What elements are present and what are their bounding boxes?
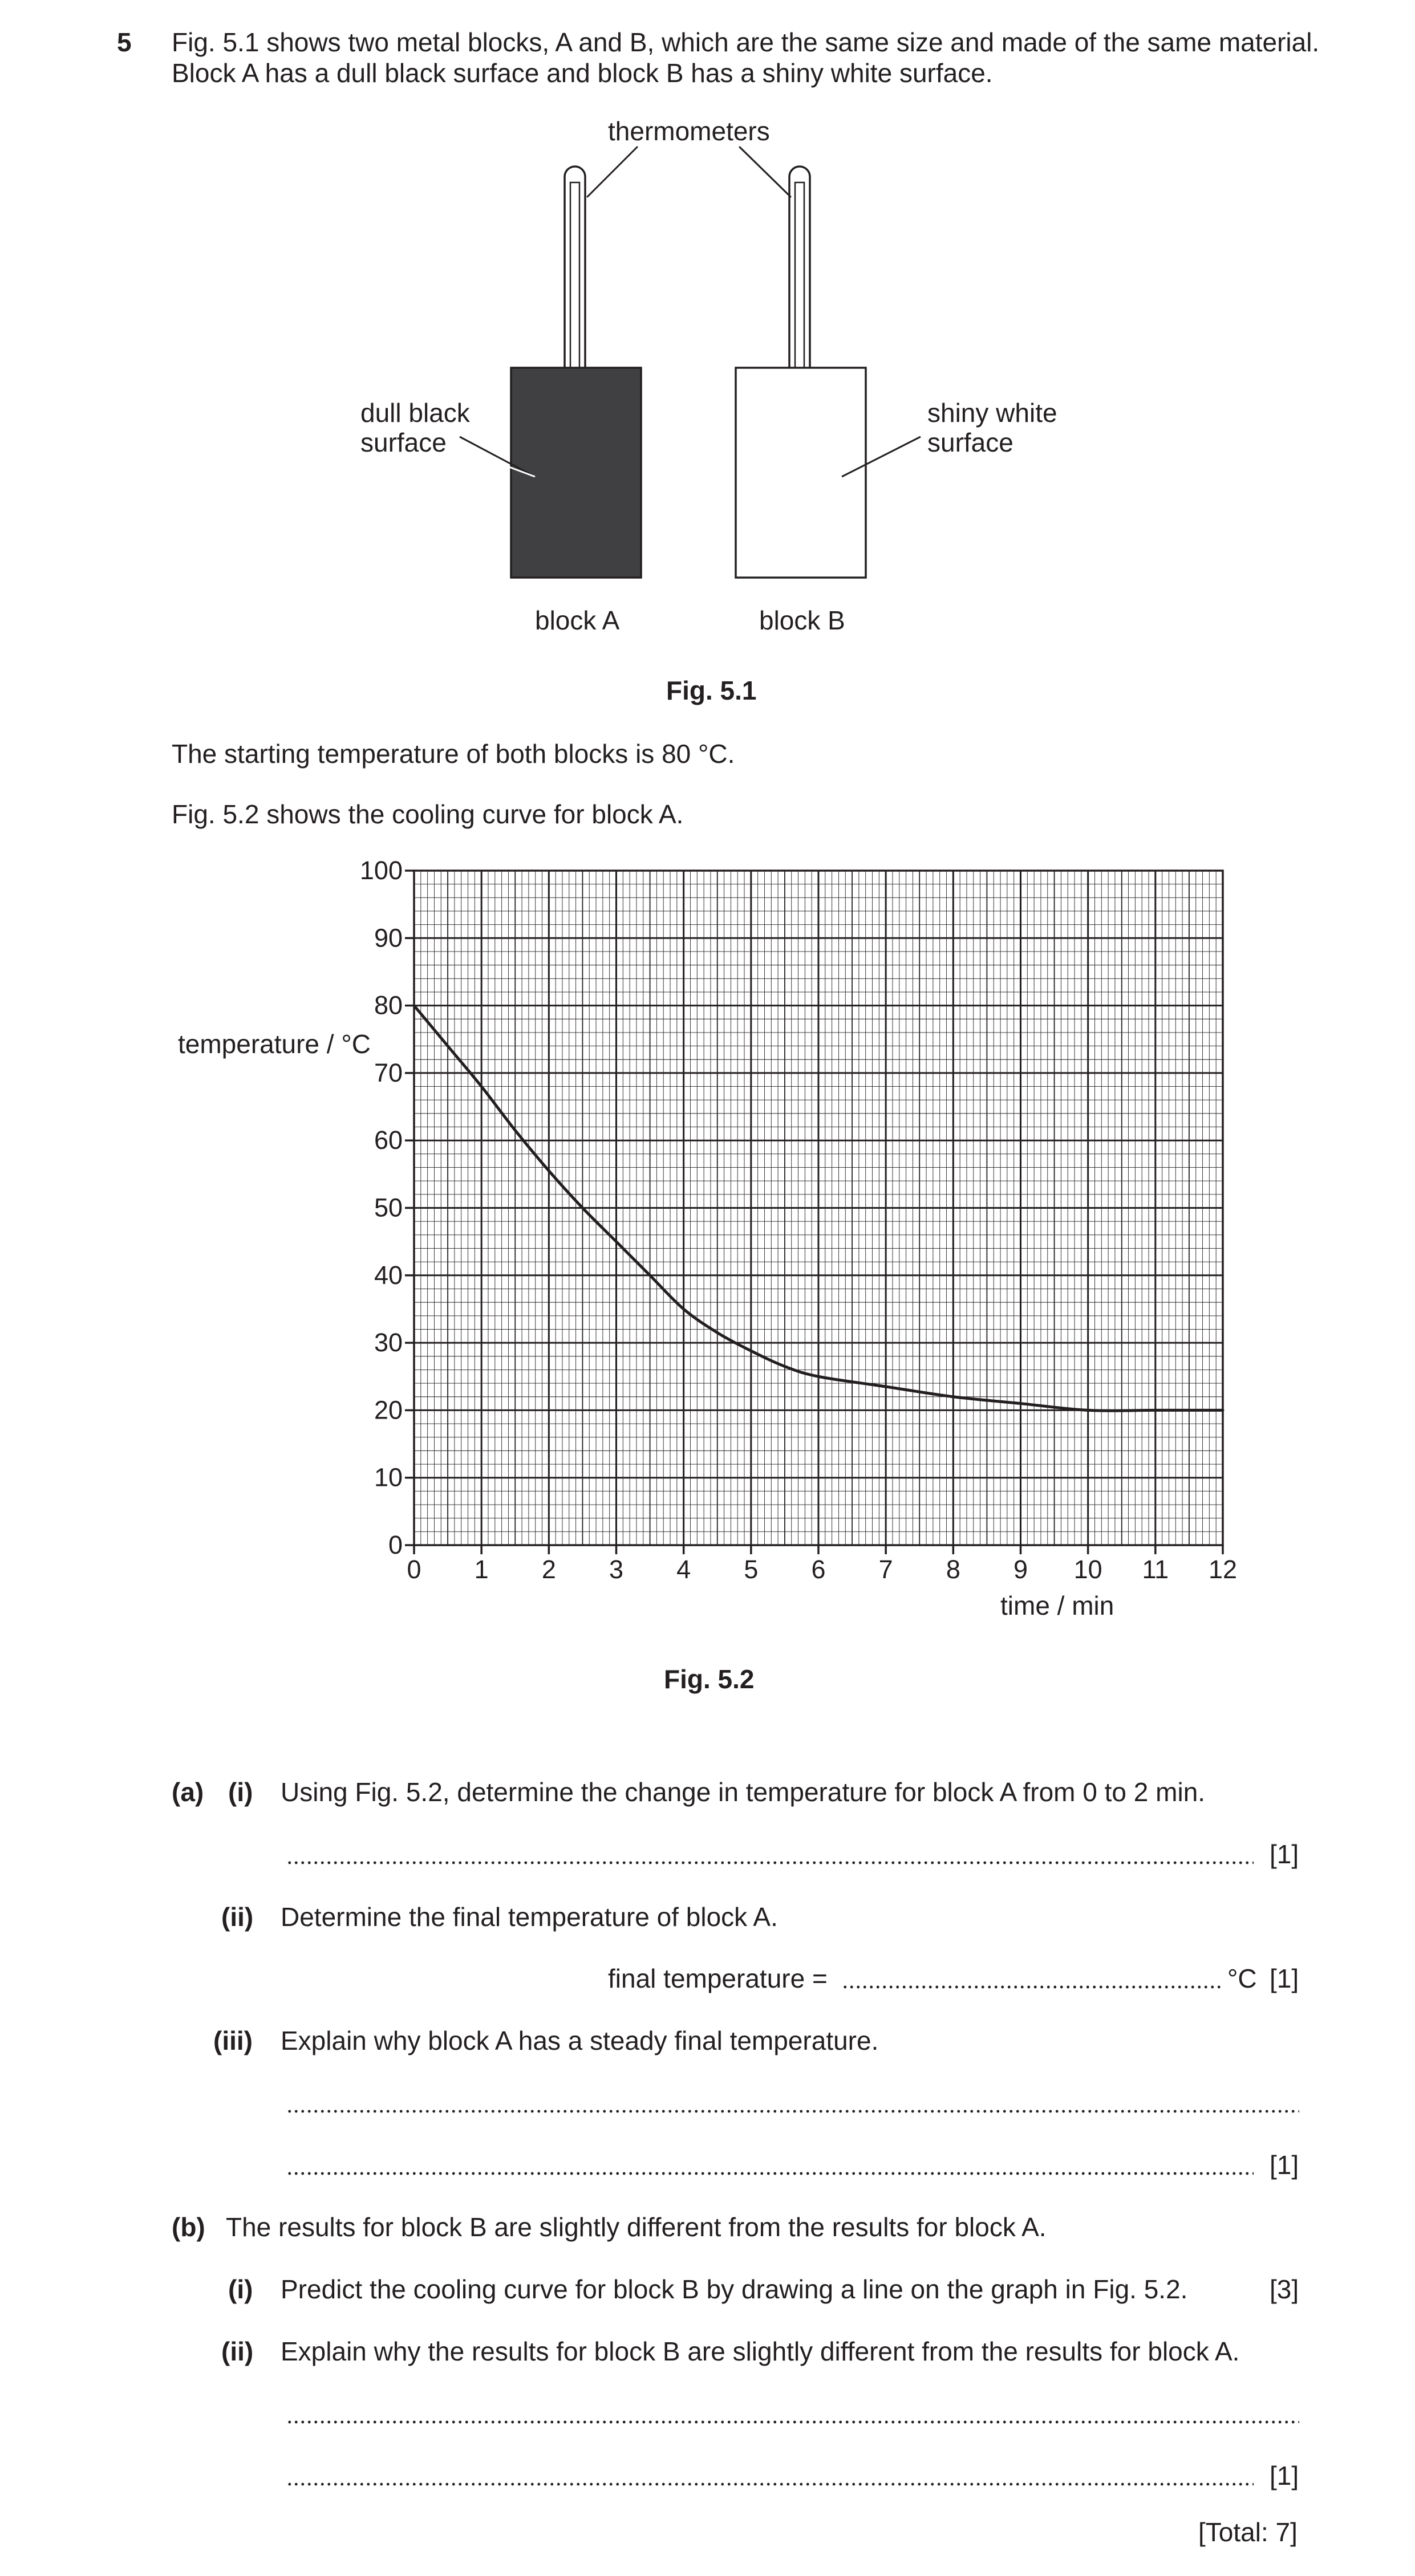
final-temp-prefix: final temperature = (608, 1964, 828, 1993)
y-tick-label: 90 (374, 923, 403, 953)
y-tick-label: 40 (374, 1260, 403, 1290)
part-a-i-text: Using Fig. 5.2, determine the change in temperature for block A from 0 to 2 min. (281, 1777, 1206, 1807)
fig51-caption: Fig. 5.1 (666, 676, 757, 705)
x-tick-label: 9 (1013, 1555, 1028, 1584)
label-thermometers: thermometers (608, 116, 770, 146)
question-number: 5 (117, 27, 132, 57)
answer-line-a-ii[interactable] (842, 1984, 1223, 1990)
answer-line-a-iii-1[interactable] (286, 2108, 1299, 2114)
part-a-i-marks: [1] (1270, 1839, 1299, 1869)
part-a-i-label: (i) (228, 1777, 253, 1807)
final-temp-unit: °C (1227, 1964, 1257, 1993)
part-a-iii-text: Explain why block A has a steady final temperature. (281, 2026, 879, 2055)
y-tick-label: 20 (374, 1395, 403, 1425)
part-b-i-label: (i) (228, 2274, 253, 2304)
part-b-ii-marks: [1] (1270, 2461, 1299, 2490)
y-tick-label: 100 (359, 856, 403, 885)
y-tick-label: 80 (374, 990, 403, 1020)
label-shiny-white-1: shiny white (927, 398, 1057, 428)
y-axis-label: temperature / °C (178, 1029, 371, 1059)
block-a (511, 368, 641, 578)
question-intro-line1: Fig. 5.1 shows two metal blocks, A and B, which are the same size and made of the same material. (172, 27, 1320, 57)
fig52-caption: Fig. 5.2 (664, 1664, 755, 1694)
y-tick-label: 60 (374, 1126, 403, 1155)
part-b-ii-label: (ii) (221, 2337, 254, 2366)
part-b-ii-text: Explain why the results for block B are slightly different from the results for block A. (281, 2337, 1240, 2366)
answer-line-b-ii-2[interactable] (286, 2481, 1254, 2487)
part-a-iii-marks: [1] (1270, 2150, 1299, 2180)
x-tick-label: 10 (1073, 1555, 1102, 1584)
starting-temp-text: The starting temperature of both blocks is 80 °C. (172, 739, 735, 769)
plot-frame (414, 871, 1223, 1545)
label-shiny-white-2: surface (927, 428, 1013, 457)
x-axis-label: time / min (1000, 1591, 1114, 1620)
y-tick-label: 10 (374, 1462, 403, 1492)
part-a-ii-label: (ii) (221, 1902, 254, 1932)
part-a-iii-label: (iii) (213, 2026, 253, 2055)
thermometer-b (789, 166, 810, 368)
label-dull-black-2: surface (360, 428, 447, 457)
part-b-i-text: Predict the cooling curve for block B by drawing a line on the graph in Fig. 5.2. (281, 2274, 1188, 2304)
y-tick-label: 0 (388, 1530, 403, 1559)
x-tick-label: 3 (609, 1555, 624, 1584)
part-a-ii-marks: [1] (1270, 1964, 1299, 1993)
y-tick-label: 50 (374, 1193, 403, 1222)
x-tick-label: 6 (811, 1555, 826, 1584)
question-intro-line2: Block A has a dull black surface and block B has a shiny white surface. (172, 58, 993, 88)
answer-line-a-iii-2[interactable] (286, 2171, 1254, 2176)
part-b-text: The results for block B are slightly different from the results for block A. (226, 2212, 1047, 2242)
x-tick-label: 12 (1208, 1555, 1238, 1584)
leader-thermometer-b (740, 147, 790, 197)
x-tick-label: 1 (474, 1555, 489, 1584)
fig52-intro-text: Fig. 5.2 shows the cooling curve for block A. (172, 799, 684, 829)
x-tick-label: 2 (541, 1555, 556, 1584)
x-tick-label: 8 (946, 1555, 960, 1584)
part-b-i-marks: [3] (1270, 2274, 1299, 2304)
part-b-label: (b) (172, 2212, 205, 2242)
x-tick-label: 4 (676, 1555, 691, 1584)
cooling-curve-block-a (414, 1006, 1223, 1411)
fig51-diagram (0, 0, 1415, 661)
answer-line-b-ii-1[interactable] (286, 2419, 1299, 2425)
thermometer-a (565, 166, 585, 368)
x-tick-label: 7 (878, 1555, 893, 1584)
leader-thermometer-a (587, 147, 637, 197)
x-tick-label: 11 (1142, 1555, 1169, 1584)
x-tick-label: 0 (407, 1555, 421, 1584)
label-dull-black-1: dull black (360, 398, 470, 428)
total-marks: [Total: 7] (1198, 2517, 1298, 2547)
x-tick-label: 5 (744, 1555, 759, 1584)
label-block-a: block A (535, 606, 620, 635)
part-a-ii-text: Determine the final temperature of block A. (281, 1902, 778, 1932)
y-tick-label: 70 (374, 1058, 403, 1087)
y-tick-label: 30 (374, 1328, 403, 1358)
block-b (736, 368, 866, 578)
part-a-label: (a) (172, 1777, 204, 1807)
label-block-b: block B (759, 606, 845, 635)
answer-line-a-i[interactable] (286, 1860, 1254, 1866)
